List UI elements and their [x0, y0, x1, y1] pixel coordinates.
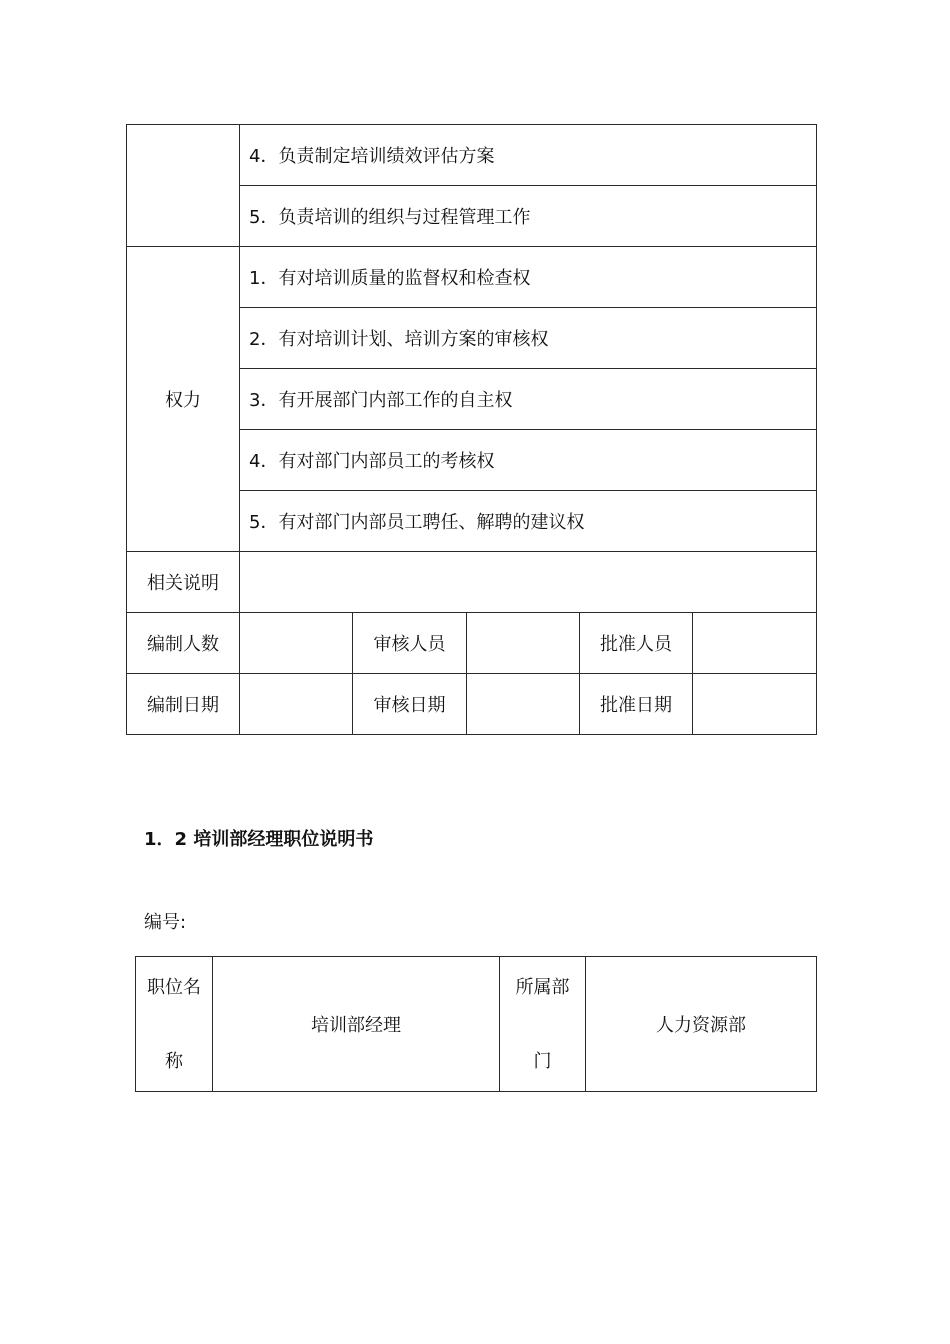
- position-name-label-line1: 职位名: [147, 976, 201, 998]
- prepared-date-value: [240, 674, 353, 735]
- authority-label: 权力: [127, 247, 240, 552]
- position-info-table: [135, 956, 817, 1092]
- department-label-line1: 所属部: [515, 976, 570, 998]
- prepared-count-value: [240, 613, 353, 674]
- department-value: 人力资源部: [586, 957, 817, 1092]
- authority-item: 3．有开展部门内部工作的自主权: [240, 369, 817, 430]
- responsibility-item: 4．负责制定培训绩效评估方案: [240, 125, 817, 186]
- authority-item: 2．有对培训计划、培训方案的审核权: [240, 308, 817, 369]
- department-label-line2: 门: [533, 1050, 552, 1072]
- position-name-label: [136, 957, 213, 1092]
- responsibility-label-cell: [127, 125, 240, 247]
- approver-label: 批准人员: [580, 613, 693, 674]
- reviewer-value: [467, 613, 580, 674]
- document-number-label: 编号:: [144, 912, 187, 933]
- review-date-label: 审核日期: [353, 674, 467, 735]
- responsibility-item: 5．负责培训的组织与过程管理工作: [240, 186, 817, 247]
- authority-item: 4．有对部门内部员工的考核权: [240, 430, 817, 491]
- notes-value: [240, 552, 817, 613]
- department-label: [500, 957, 586, 1092]
- approver-value: [693, 613, 817, 674]
- approval-date-value: [693, 674, 817, 735]
- prepared-count-label: 编制人数: [127, 613, 240, 674]
- review-date-value: [467, 674, 580, 735]
- reviewer-label: 审核人员: [353, 613, 467, 674]
- authority-item: 1．有对培训质量的监督权和检查权: [240, 247, 817, 308]
- job-description-table-continued: [126, 124, 817, 735]
- approval-date-label: 批准日期: [580, 674, 693, 735]
- notes-label: 相关说明: [127, 552, 240, 613]
- position-name-value: 培训部经理: [213, 957, 500, 1092]
- section-title: 1．2 培训部经理职位说明书: [144, 829, 374, 850]
- prepared-date-label: 编制日期: [127, 674, 240, 735]
- authority-item: 5．有对部门内部员工聘任、解聘的建议权: [240, 491, 817, 552]
- position-name-label-line2: 称: [165, 1050, 183, 1072]
